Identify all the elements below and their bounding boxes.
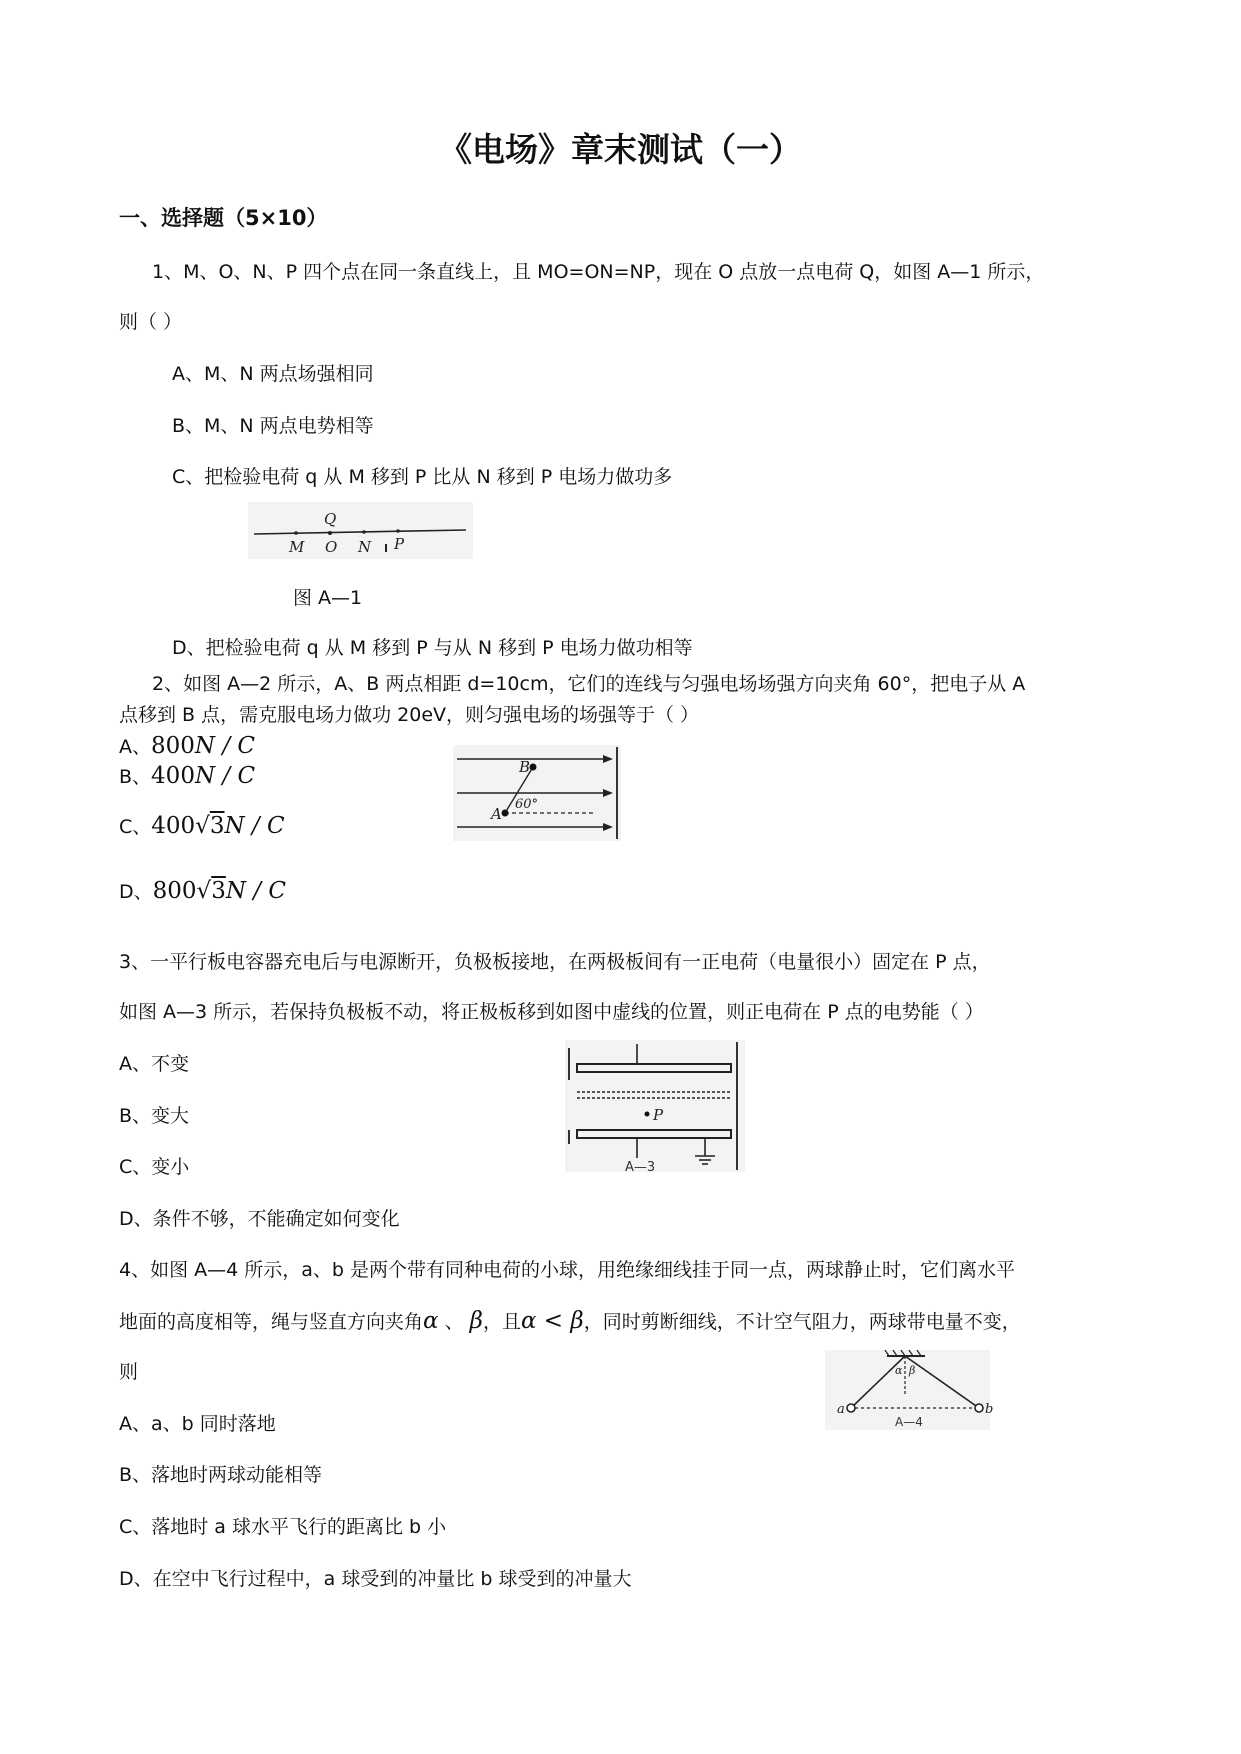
q4-option-b: B、落地时两球动能相等 (119, 1464, 323, 1486)
fig-a1-label-q: Q (324, 510, 337, 528)
fig-a4-caption: A—4 (895, 1415, 923, 1429)
q4-condition: α < β (520, 1308, 584, 1334)
q3-option-a: A、不变 (119, 1053, 189, 1075)
q1-option-b: B、M、N 两点电势相等 (172, 415, 374, 437)
q4-alpha: α (423, 1308, 439, 1334)
q4-option-a: A、a、b 同时落地 (119, 1413, 276, 1435)
q2-option-a-value: 800N / C (151, 733, 256, 759)
q1-option-a: A、M、N 两点场强相同 (172, 363, 374, 385)
q4-stem-line2: 地面的高度相等，绳与竖直方向夹角α 、 β，且α < β，同时剪断细线，不计空气阻力，两球带电量不变， (119, 1308, 1021, 1334)
fig-a1-label-m: M (289, 538, 305, 556)
fig-a3-label-p: P (653, 1106, 664, 1124)
fig-a2-label-angle: 60° (515, 797, 539, 812)
fig-a4-label-beta: β (909, 1364, 916, 1377)
q3-stem-line2: 如图 A—3 所示，若保持负极板不动，将正极板移到如图中虚线的位置，则正电荷在 P 点的电势能（ ） (119, 1001, 984, 1023)
figure-a3 (565, 1040, 745, 1175)
q4-beta: β (469, 1308, 483, 1334)
q1-stem-line2: 则（ ） (119, 311, 183, 333)
figure-a2 (453, 745, 621, 841)
q2-option-d (119, 877, 286, 906)
figure-a1 (248, 502, 473, 559)
q2-option-a (119, 732, 255, 761)
q2-option-c (119, 812, 285, 841)
q3-stem-line1: 3、一平行板电容器充电后与电源断开，负极板接地，在两极板间有一正电荷（电量很小）固定在 P 点， (119, 951, 991, 973)
q2-option-a-label: A、 (119, 736, 151, 758)
q2-option-d-value: 800√3N / C (152, 878, 286, 904)
figure-a4 (825, 1350, 994, 1430)
q2-option-b (119, 762, 255, 791)
fig-a1-label-o: O (325, 538, 338, 556)
fig-a4-label-b: b (985, 1402, 994, 1417)
fig-a4-label-a: a (837, 1402, 845, 1417)
section-heading: 一、选择题（5×10） (119, 206, 328, 230)
fig-a2-label-a: A (491, 805, 502, 823)
q2-option-c-label: C、 (119, 816, 152, 838)
q2-option-c-value: 400√3N / C (151, 813, 285, 839)
q4-stem-line1: 4、如图 A—4 所示，a、b 是两个带有同种电荷的小球，用绝缘细线挂于同一点，两球静止时，它们离水平 (119, 1259, 1015, 1281)
q2-stem-line1: 2、如图 A—2 所示，A、B 两点相距 d=10cm，它们的连线与匀强电场场强方向夹角 60°，把电子从 A (152, 673, 1026, 695)
page-title: 《电场》章末测试（一） (439, 130, 802, 169)
fig-a3-caption: A—3 (625, 1160, 656, 1175)
q1-option-c: C、把检验电荷 q 从 M 移到 P 比从 N 移到 P 电场力做功多 (172, 466, 673, 488)
fig-a1-label-p: P (394, 535, 405, 553)
q4-option-c: C、落地时 a 球水平飞行的距离比 b 小 (119, 1516, 447, 1538)
q2-option-b-label: B、 (119, 766, 152, 788)
q2-option-b-value: 400N / C (151, 763, 256, 789)
q4-stem-line3: 则 (119, 1361, 139, 1383)
figure-a1-caption: 图 A—1 (293, 587, 363, 609)
fig-a2-label-b: B (519, 758, 531, 776)
q3-option-c: C、变小 (119, 1156, 190, 1178)
q3-option-d: D、条件不够，不能确定如何变化 (119, 1208, 400, 1230)
q2-stem-line2: 点移到 B 点，需克服电场力做功 20eV，则匀强电场的场强等于（ ） (119, 704, 700, 726)
q1-stem-line1: 1、M、O、N、P 四个点在同一条直线上，且 MO=ON=NP，现在 O 点放一点电荷 Q，如图 A—1 所示， (152, 261, 1045, 283)
q2-option-d-label: D、 (119, 881, 153, 903)
fig-a4-label-alpha: α (895, 1364, 903, 1377)
fig-a1-label-n: N (358, 538, 372, 556)
q4-option-d: D、在空中飞行过程中，a 球受到的冲量比 b 球受到的冲量大 (119, 1568, 632, 1590)
q3-option-b: B、变大 (119, 1105, 190, 1127)
q1-option-d: D、把检验电荷 q 从 M 移到 P 与从 N 移到 P 电场力做功相等 (172, 637, 693, 659)
